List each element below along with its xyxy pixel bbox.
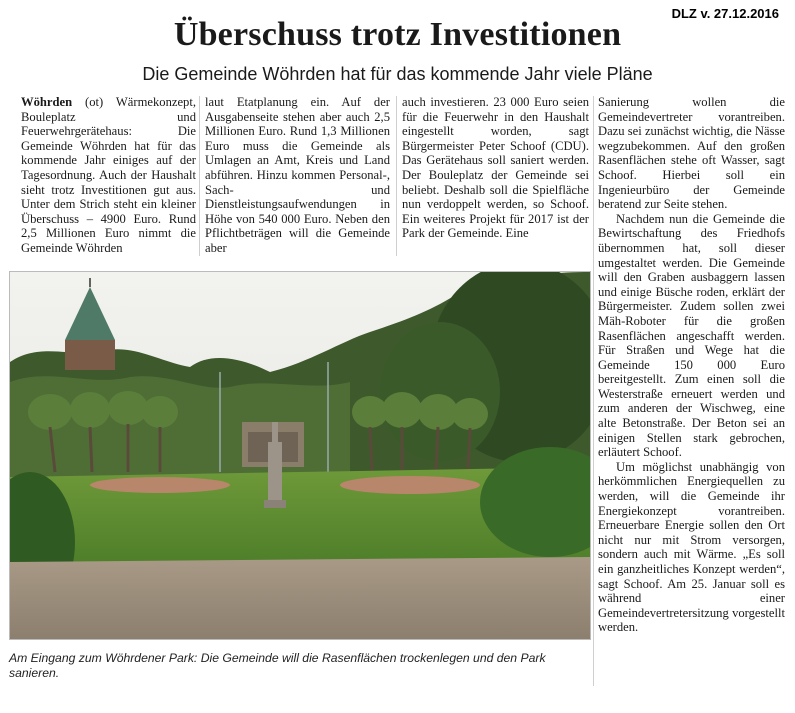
article-column-2	[205, 95, 390, 256]
column-divider	[396, 96, 397, 256]
column-divider	[199, 96, 200, 256]
park-photo-illustration	[10, 272, 590, 639]
article-paragraph: Um möglichst unabhängig von herkömmlichen Energiequellen zu werden, will die Gemeinde ihr Energiekonzept vorantreiben. Erneuerbare Energie sollen den Ort nicht nur mit Strom versorgen, sondern auch mit Wärme. „Es soll ein ganzheitliches Konzept werden“, sagt Schoof. Am 25. Januar soll es während einer Gemeindevertretersitzung vorgestellt werden.	[598, 459, 785, 635]
article-column-4	[598, 95, 785, 685]
article-paragraph: Nachdem nun die Gemeinde die Bewirtschaftung des Friedhofs übernommen hat, soll dieser umgestaltet werden. Die Gemeinde will den Graben ausbaggern lassen und einige Büsche roden, erklärt der Bürgermeister. Zudem sollen zwei Mäh-Roboter für die großen Rasenflächen angeschafft werden. Für Straßen und Wege hat die Gemeinde 150 000 Euro bereitgestellt. Zum einen soll die Westerstraße erneuert werden und zum anderen der Wischweg, eine alte Betonstraße. Der Beton sei an einigen Stellen stark gebrochen, erläutert Schoof.	[598, 211, 785, 460]
article-paragraph: Sanierung wollen die Gemeindevertreter vorantreiben. Dazu sei zunächst wichtig, die Nässe wegzubekommen. Auf den großen Rasenflächen stehe oft Wasser, sagt Schoof. Hierbei soll ein Ingenieurbüro der Gemeinde beratend zur Seite stehen.	[598, 95, 785, 212]
column-divider	[593, 96, 594, 686]
photo-caption: Am Eingang zum Wöhrdener Park: Die Gemeinde will die Rasenflächen trockenlegen und den Park sanieren.	[9, 651, 546, 680]
article-text: auch investieren. 23 000 Euro seien für die Feuerwehr in den Haushalt eingestellt worden, sagt Bürgermeister Peter Schoof (CDU). Das Gerätehaus soll saniert werden. Der Bouleplatz der Gemeinde sei beliebt. Deshalb soll die Spielfläche nun verdoppelt werden, so Schoof. Ein weiteres Projekt für 2017 ist der Park der Gemeinde. Eine	[402, 95, 589, 241]
article-dateline: Wöhrden	[21, 95, 73, 109]
article-text: laut Etatplanung ein. Auf der Ausgabenseite stehen aber auch 2,5 Millionen Euro. Rund 1,3 Millionen Euro muss die Gemeinde als Umlagen an Amt, Kreis und Land abführen. Hinzu kommen Personal-, Sach- und Dienstleistungsaufwendungen in Höhe von 540 000 Euro. Neben den Pflichtbeträgen will die Gemeinde aber	[205, 95, 390, 255]
article-photo	[9, 271, 591, 640]
article-headline: Überschuss trotz Investitionen	[173, 16, 622, 53]
article-subheadline: Die Gemeinde Wöhrden hat für das kommende Jahr viele Pläne	[142, 64, 653, 84]
article-text: (ot) Wärmekonzept, Bouleplatz und Feuerwehrgerätehaus: Die Gemeinde Wöhrden hat für das kommende Jahr einiges auf der Tagesordnung. Auch der Haushalt sieht trotz Investitionen gut aus. Unter dem Strich steht ein kleiner Überschuss – 4900 Euro. Rund 2,5 Millionen Euro nimmt die Gemeinde Wöhrden	[21, 95, 196, 255]
newspaper-source-date: DLZ v. 27.12.2016	[671, 6, 779, 21]
article-column-3	[402, 95, 589, 241]
article-column-1	[21, 95, 196, 256]
